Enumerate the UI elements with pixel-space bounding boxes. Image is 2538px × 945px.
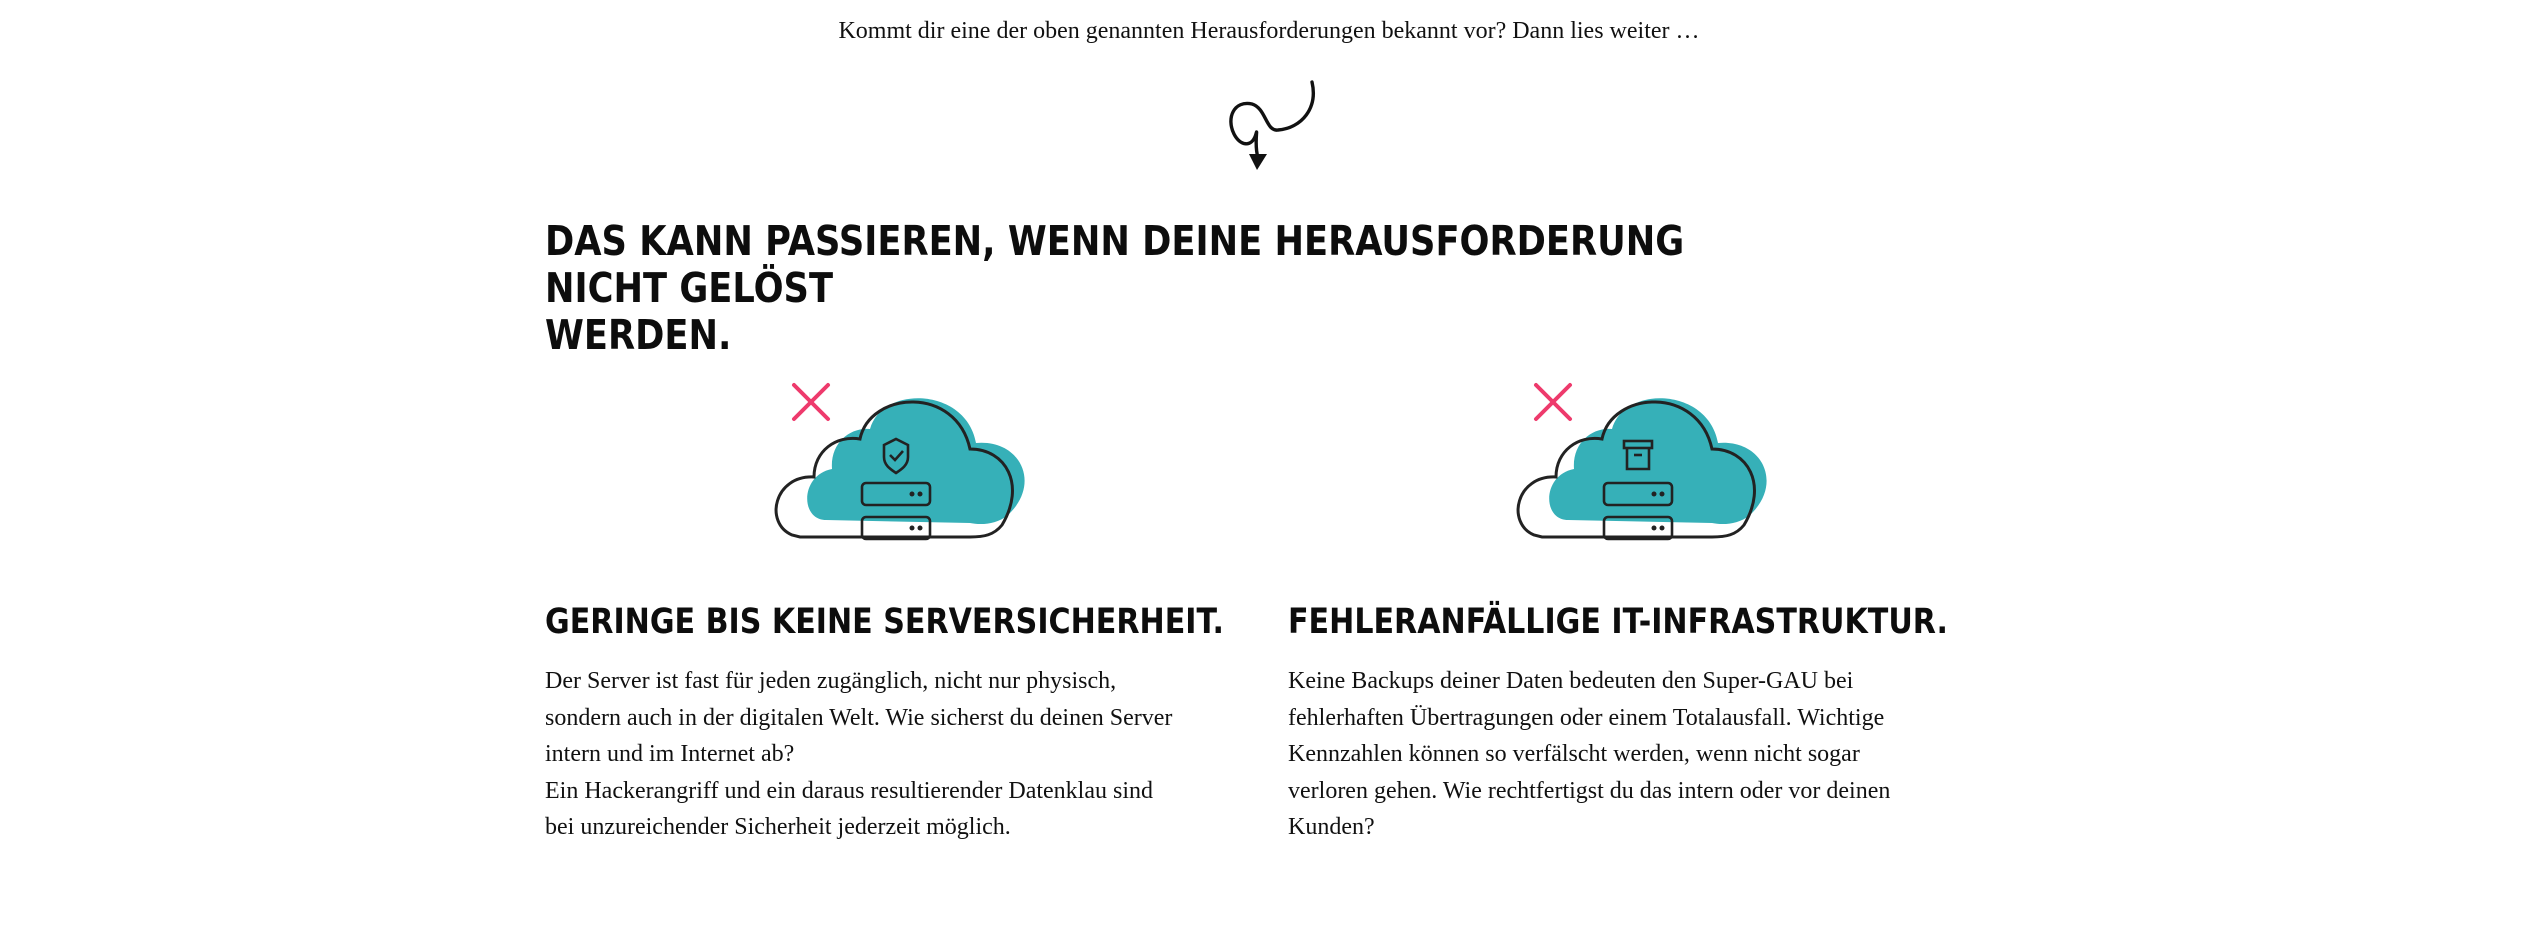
card-text-line: verloren gehen. Wie rechtfertigst du das intern oder vor deinen <box>1288 777 1891 804</box>
card-text-line: intern und im Internet ab? <box>545 741 795 767</box>
card-text-line: fehlerhaften Übertragungen oder einem Totalausfall. Wichtige <box>1288 704 1885 731</box>
card-text <box>545 663 1265 846</box>
card-text-line: Der Server ist fast für jeden zugänglich, nicht nur physisch, <box>545 668 1117 694</box>
section-title-line-2: WERDEN. <box>545 311 732 359</box>
card-text-line: sondern auch in der digitalen Welt. Wie sicherst du deinen Server <box>545 704 1173 731</box>
card-text-line: Kennzahlen können so verfälscht werden, wenn nicht sogar <box>1288 741 1860 767</box>
intro-text: Kommt dir eine der oben genannten Herausforderungen bekannt vor? Dann lies weiter … <box>838 18 1700 44</box>
section-title-line-1: DAS KANN PASSIEREN, WENN DEINE HERAUSFORDERUNG NICHT GELÖST <box>545 217 1685 312</box>
card-title: FEHLERANFÄLLIGE IT-INFRASTRUKTUR. <box>1288 602 1948 642</box>
card-title: GERINGE BIS KEINE SERVERSICHERHEIT. <box>545 602 1224 642</box>
card-text-line: Kunden? <box>1288 814 1375 840</box>
curly-arrow-down-icon <box>1222 78 1320 174</box>
card-text-line: Keine Backups deiner Daten bedeuten den Super-GAU bei <box>1288 668 1854 694</box>
card-text-line: Ein Hackerangriff und ein daraus resultierender Datenklau sind <box>545 777 1153 804</box>
cloud-server-shield-icon <box>770 365 1050 555</box>
card-text <box>1288 663 2008 846</box>
section-title <box>545 218 1809 359</box>
card-text-line: bei unzureichender Sicherheit jederzeit möglich. <box>545 814 1011 840</box>
cloud-server-archive-icon <box>1512 365 1792 555</box>
